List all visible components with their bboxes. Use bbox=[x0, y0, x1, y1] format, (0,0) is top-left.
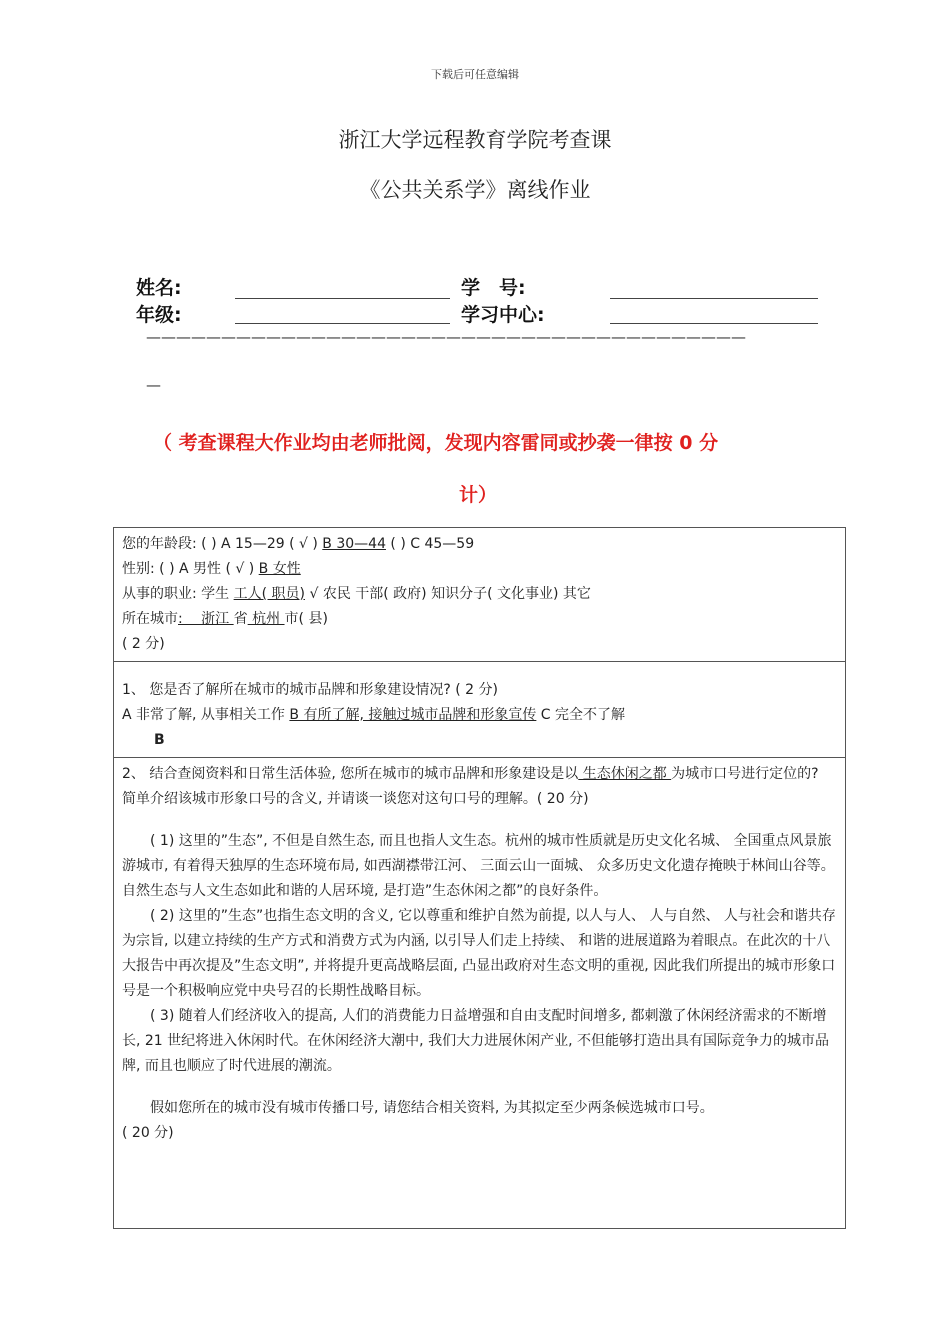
name-field[interactable] bbox=[235, 298, 450, 299]
question-2-prefix: 2、 结合查阅资料和日常生活体验, 您所在城市的城市品牌和形象建设是以 bbox=[122, 766, 579, 782]
basic-info-score: ( 2 分) bbox=[122, 636, 165, 652]
option-c: C 完全不了解 bbox=[536, 707, 626, 723]
occupation-prefix: 从事的职业: 学生 bbox=[122, 586, 234, 602]
province-suffix: 省 bbox=[233, 611, 248, 627]
grade-field[interactable] bbox=[235, 323, 450, 324]
occupation-row bbox=[122, 582, 837, 607]
question-3-text: 假如您所在的城市没有城市传播口号, 请您结合相关资料, 为其拟定至少两条候选城市口号。 bbox=[150, 1100, 714, 1116]
question-2-cell bbox=[114, 758, 846, 1229]
question-2-text bbox=[122, 762, 837, 812]
gender-prefix: 性别: ( ) A 男性 ( √ ) bbox=[122, 561, 259, 577]
question-1-text: 1、 您是否了解所在城市的城市品牌和形象建设情况? ( 2 分) bbox=[122, 682, 498, 698]
name-label: 姓名: bbox=[136, 277, 182, 299]
table-row bbox=[114, 758, 846, 1229]
city-row bbox=[122, 607, 837, 632]
separator-dash-short: — bbox=[146, 376, 161, 394]
answer-paragraph-1: ( 1) 这里的”生态”, 不但是自然生态, 而且也指人文生态。杭州的城市性质就是历史文化名城、 全国重点风景旅游城市, 有着得天独厚的生态环境布局, 如西湖襟带江河、 三面云山一面城、 众多历史文化遗存掩映于林间山谷等。自然生态与人文生态如此和谐的人居环境, 是打造”生态休闲之都”的良好条件。 bbox=[122, 833, 835, 899]
city-answer: 杭州 bbox=[247, 611, 285, 627]
age-suffix: ( ) C 45—59 bbox=[385, 536, 475, 552]
option-b: B 有所了解, 接触过城市品牌和形象宣传 bbox=[289, 707, 537, 723]
learning-center-field[interactable] bbox=[610, 323, 818, 324]
survey-table bbox=[113, 527, 846, 1229]
age-row bbox=[122, 532, 837, 557]
document-title: 浙江大学远程教育学院考查课 bbox=[338, 128, 612, 152]
gender-answer: B 女性 bbox=[258, 561, 301, 577]
warning-line-2: 计） bbox=[459, 484, 498, 506]
question-2-suffix: 为城市口号进行定位的? 简单介绍该城市形象口号的含义, 并请谈一谈您对这句口号的理解。( 20 分) bbox=[122, 766, 819, 807]
answer-paragraph-2: ( 2) 这里的”生态”也指生态文明的含义, 它以尊重和维护自然为前提, 以人与人、 人与自然、 人与社会和谐共存为宗旨, 以建立持续的生产方式和消费方式为内涵, 以引导人们走上持续、 和谐的进展道路为着眼点。在此次的十八大报告中再次提及”生态文明”, 并将提升更高战略层面, 凸显出政府对生态文明的重视, 因此我们所提出的城市形象口号是一个积极响应党中央号召的长期性战略目标。 bbox=[122, 908, 836, 999]
learning-center-label: 学习中心: bbox=[461, 304, 545, 326]
answer-paragraph-3: ( 3) 随着人们经济收入的提高, 人们的消费能力日益增强和自由支配时间增多, 都刺激了休闲经济需求的不断增长, 21 世纪将进入休闲时代。在休闲经济大潮中, 我们大力进展休闲产业, 不但能够打造出具有国际竞争力的城市品牌, 而且也顺应了时代进展的潮流。 bbox=[122, 1008, 829, 1074]
header-note: 下载后可任意编辑 bbox=[431, 68, 519, 81]
separator-dashes: ———————————————————————————————————————— bbox=[146, 328, 746, 346]
question-1-answer: B bbox=[154, 732, 165, 748]
gender-row bbox=[122, 557, 837, 582]
question-1-cell bbox=[114, 662, 846, 758]
question-1-options bbox=[122, 703, 837, 728]
course-title: 《公共关系学》离线作业 bbox=[359, 178, 591, 202]
city-suffix: 市( 县) bbox=[284, 611, 328, 627]
age-answer: B 30—44 bbox=[322, 536, 386, 552]
basic-info-cell bbox=[114, 528, 846, 662]
city-slogan: 生态休闲之都 bbox=[578, 766, 672, 782]
city-prefix: 所在城市 bbox=[122, 611, 178, 627]
student-id-label: 学 号: bbox=[461, 277, 526, 299]
warning-line-1: （ 考查课程大作业均由老师批阅，发现内容雷同或抄袭一律按 0 分 bbox=[153, 432, 719, 454]
student-id-field[interactable] bbox=[610, 298, 818, 299]
table-row bbox=[114, 528, 846, 662]
grade-label: 年级: bbox=[136, 304, 182, 326]
province-answer: : 浙江 bbox=[178, 611, 234, 627]
age-prefix: 您的年龄段: ( ) A 15—29 ( √ ) bbox=[122, 536, 323, 552]
table-row bbox=[114, 662, 846, 758]
occupation-suffix: √ 农民 干部( 政府) 知识分子( 文化事业) 其它 bbox=[305, 586, 591, 602]
option-a: A 非常了解, 从事相关工作 bbox=[122, 707, 290, 723]
question-3-score: ( 20 分) bbox=[122, 1125, 174, 1141]
occupation-answer: 工人( 职员) bbox=[233, 586, 305, 602]
